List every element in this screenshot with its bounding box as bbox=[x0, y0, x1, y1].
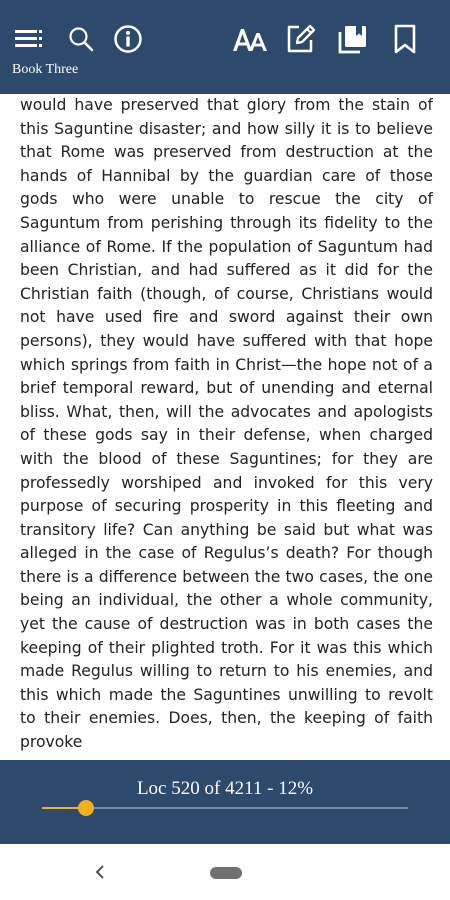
info-button[interactable] bbox=[111, 22, 145, 56]
library-icon bbox=[337, 23, 369, 55]
bookmark-icon bbox=[392, 24, 418, 54]
home-pill-icon[interactable] bbox=[210, 867, 242, 879]
toc-menu-button[interactable] bbox=[12, 22, 46, 56]
toc-menu-icon bbox=[14, 28, 44, 50]
font-size-icon bbox=[231, 24, 269, 54]
search-button[interactable] bbox=[64, 22, 98, 56]
edit-note-icon bbox=[285, 23, 317, 55]
progress-slider-thumb[interactable] bbox=[78, 800, 94, 816]
notes-button[interactable] bbox=[284, 22, 318, 56]
reading-pane[interactable] bbox=[20, 94, 433, 760]
bookmark-button[interactable] bbox=[388, 22, 422, 56]
section-label[interactable]: Book Three bbox=[12, 62, 79, 77]
progress-bar-panel bbox=[0, 760, 450, 844]
back-icon bbox=[94, 865, 106, 879]
search-icon bbox=[67, 25, 95, 53]
progress-track[interactable] bbox=[42, 807, 408, 809]
info-icon bbox=[113, 24, 143, 54]
location-indicator: Loc 520 of 4211 - 12% bbox=[136, 778, 314, 799]
top-toolbar bbox=[0, 0, 450, 94]
font-size-button[interactable] bbox=[230, 22, 270, 56]
page-text: would have preserved that glory from the stain of this Saguntine disaster; and how silly it is to believe that Rome was preserved from destruction at the hands of Hannibal by the guardian care of those gods who were unable to rescue the city of Saguntum from perishing through its fidelity to the alliance of Rome. If the population of Saguntum had been Christian, and had suffered as it did for the Christian faith (though, of course, Christians would not have used fire and sword against their own persons), they would have suffered with that hope which springs from faith in Christ—the hope not of a brief temporal reward, but of unending and eternal bliss. What, then, will the advocates and apologists of these gods say in their defense, when charged with the blood of these Saguntines; for they are professedly worshiped and invoked for this very purpose of securing prosperity in this fleeting and transitory life? Can anything be said but what was alleged in the case of Regulus’s death? For though there is a difference between the two cases, the one being an individual, the other a whole community, yet the cause of destruction was in both cases the keeping of their plighted troth. For it was this which made Regulus willing to return to his enemies, and this which made the Saguntines unwilling to revolt to their enemies. Does, then, the keeping of faith provoke bbox=[20, 96, 433, 752]
nav-back-button[interactable] bbox=[88, 860, 112, 884]
library-button[interactable] bbox=[336, 22, 370, 56]
